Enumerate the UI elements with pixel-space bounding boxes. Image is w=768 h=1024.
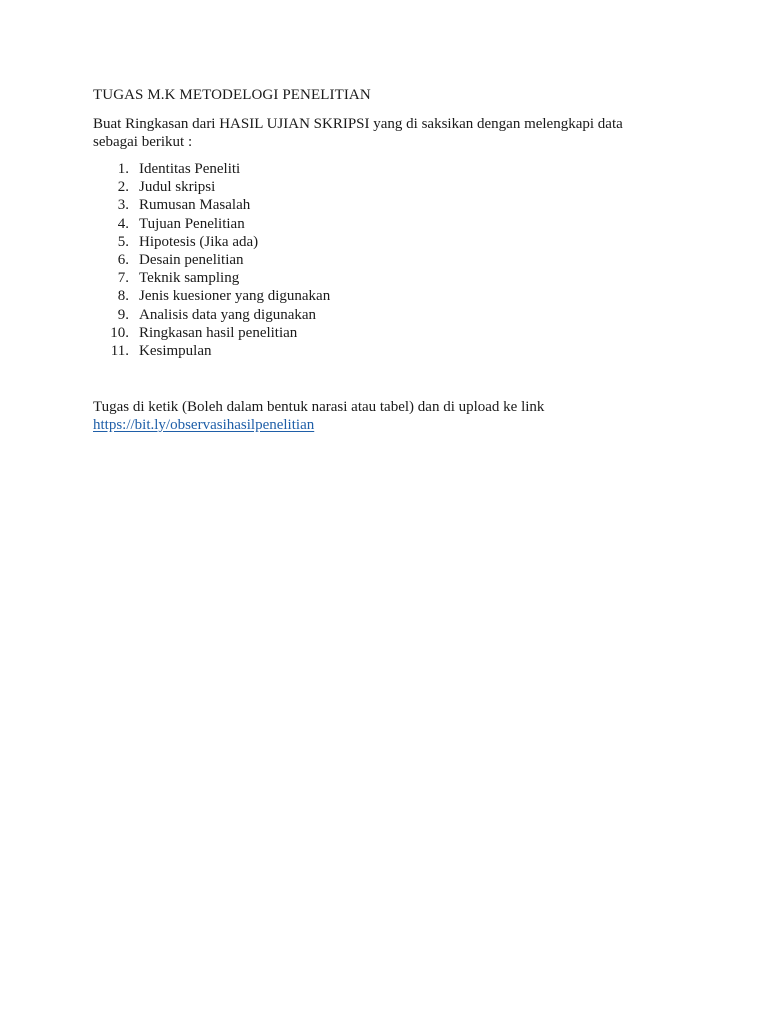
list-item xyxy=(93,251,330,269)
intro-line: sebagai berikut : xyxy=(93,134,193,150)
list-item-number: 1. xyxy=(117,161,129,177)
requirements-list xyxy=(93,160,330,360)
list-item-text: Hipotesis (Jika ada) xyxy=(139,233,259,250)
submission-note xyxy=(93,398,544,434)
list-item xyxy=(93,178,330,196)
list-item-text: Tujuan Penelitian xyxy=(139,215,245,232)
list-item-text: Kesimpulan xyxy=(139,343,212,360)
list-item xyxy=(93,269,330,287)
list-item-number: 5. xyxy=(117,233,129,250)
list-item-number: 3. xyxy=(117,197,129,214)
list-item xyxy=(93,287,330,305)
list-item-text: Teknik sampling xyxy=(139,270,240,287)
list-item-number: 8. xyxy=(117,288,129,305)
upload-link[interactable]: https://bit.ly/observasihasilpenelitian xyxy=(93,417,315,433)
document-title: TUGAS M.K METODELOGI PENELITIAN xyxy=(93,87,371,103)
list-item xyxy=(93,233,330,251)
list-item xyxy=(93,215,330,233)
list-item-number: 2. xyxy=(117,179,129,196)
list-item-text: Analisis data yang digunakan xyxy=(139,306,317,323)
intro-paragraph xyxy=(93,115,673,151)
list-item-number: 11. xyxy=(110,343,129,360)
list-item xyxy=(93,160,330,178)
list-item-number: 9. xyxy=(117,306,129,323)
list-item-text: Ringkasan hasil penelitian xyxy=(139,324,298,341)
list-item-text: Rumusan Masalah xyxy=(139,197,251,214)
list-item xyxy=(93,342,330,360)
list-item-text: Jenis kuesioner yang digunakan xyxy=(139,288,331,305)
list-item xyxy=(93,324,330,342)
list-item-text: Desain penelitian xyxy=(139,252,244,269)
list-item-text: Judul skripsi xyxy=(139,179,216,196)
list-item-number: 6. xyxy=(117,252,129,269)
submission-instructions: Tugas di ketik (Boleh dalam bentuk narasi atau tabel) dan di upload ke link xyxy=(93,399,545,415)
list-item xyxy=(93,196,330,214)
list-item xyxy=(93,306,330,324)
list-item-text: Identitas Peneliti xyxy=(139,161,241,177)
list-item-number: 10. xyxy=(110,324,129,341)
list-item-number: 4. xyxy=(117,215,129,232)
intro-line: Buat Ringkasan dari HASIL UJIAN SKRIPSI yang di saksikan dengan melengkapi data xyxy=(93,116,623,132)
list-item-number: 7. xyxy=(117,270,129,287)
